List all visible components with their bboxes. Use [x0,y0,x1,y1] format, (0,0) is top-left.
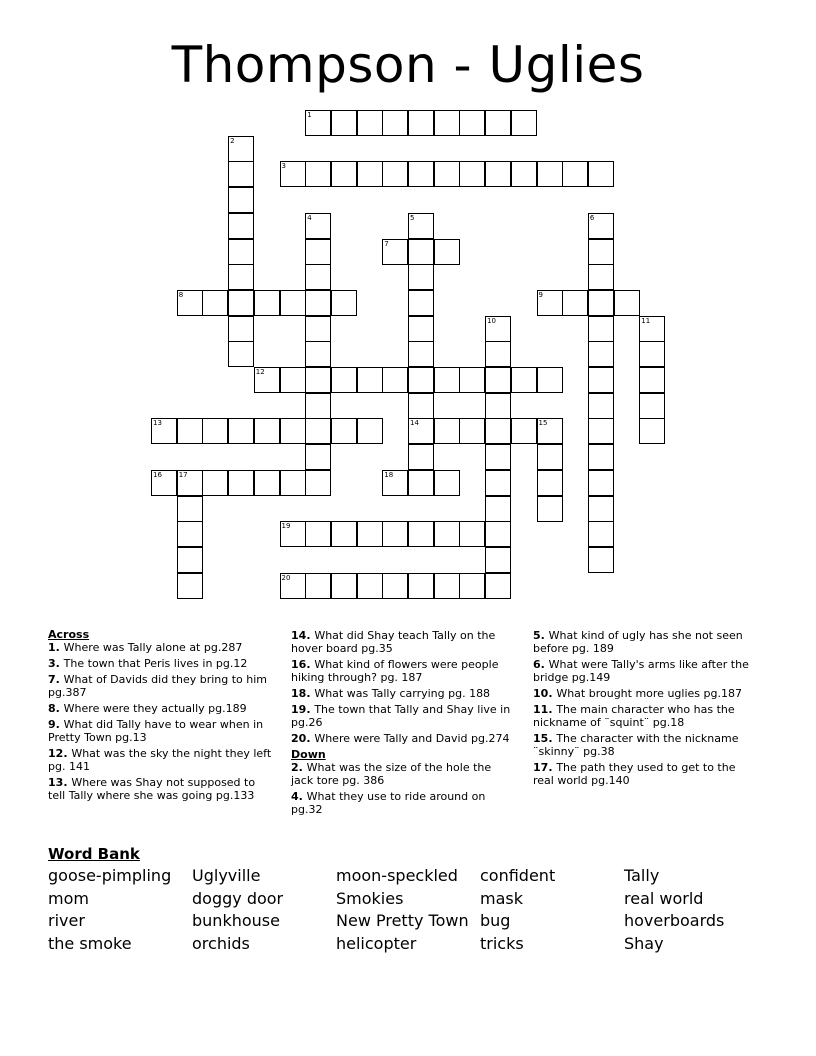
grid-cell[interactable] [588,316,614,342]
word-bank-item: tricks [480,933,524,953]
word-bank-item: hoverboards [624,911,725,930]
grid-cell[interactable] [408,573,434,599]
clue-number: 17 [178,470,188,479]
clue-number: 1 [307,111,312,119]
word-bank [48,866,778,956]
grid-cell[interactable] [357,367,383,393]
grid-cell[interactable] [305,161,331,187]
grid-cell[interactable] [588,239,614,265]
grid-cell[interactable] [485,547,511,573]
grid-cell[interactable] [537,496,563,522]
grid-cell[interactable] [459,418,485,444]
word-bank-item: bunkhouse [192,911,280,930]
grid-cell[interactable] [280,470,306,496]
grid-cell[interactable] [228,316,254,342]
grid-cell[interactable] [485,161,511,187]
grid-cell[interactable] [331,367,357,393]
grid-cell[interactable] [408,418,434,444]
word-bank-item: mask [480,888,523,908]
word-bank-item: bug [480,911,511,930]
grid-cell[interactable] [408,110,434,136]
down-heading: Down [291,748,326,761]
grid-cell[interactable] [382,367,408,393]
grid-cell[interactable] [151,418,177,444]
word-bank-title: Word Bank [48,845,140,863]
word-bank-item: Smokies [336,888,404,908]
across-clues-col1 [48,628,273,805]
grid-cell[interactable] [305,393,331,419]
grid-cell[interactable] [382,161,408,187]
grid-cell[interactable] [280,290,306,316]
word-bank-item: orchids [192,933,250,953]
grid-cell[interactable] [588,547,614,573]
grid-cell[interactable] [305,470,331,496]
grid-cell[interactable] [408,316,434,342]
word-bank-item: New Pretty Town [336,911,469,930]
grid-cell[interactable] [331,521,357,547]
grid-cell[interactable] [382,110,408,136]
clue-number: 6 [589,213,595,222]
grid-cell[interactable] [228,187,254,213]
clue-number: 14 [410,419,419,428]
clue-across-8: 8. Where were they actually pg.189 [48,702,247,715]
grid-cell[interactable] [639,341,665,367]
word-bank-item: helicopter [336,933,417,953]
grid-cell[interactable] [408,161,434,187]
grid-cell[interactable] [408,290,434,316]
grid-cell[interactable] [228,290,254,316]
grid-cell[interactable] [537,290,563,316]
word-bank-item: the smoke [48,933,132,953]
grid-cell[interactable] [485,316,511,342]
grid-cell[interactable] [177,547,203,573]
clue-across-14: 14. What did Shay teach Tally on the hover board pg.35 [291,629,496,655]
grid-cell[interactable] [408,521,434,547]
clue-across-1: 1. Where was Tally alone at pg.287 [48,641,243,654]
grid-cell[interactable] [382,239,408,265]
grid-cell[interactable] [331,418,357,444]
clue-down-17: 17. The path they used to get to the real world pg.140 [533,761,736,787]
grid-cell[interactable] [228,264,254,290]
grid-cell[interactable] [434,418,460,444]
grid-cell[interactable] [588,213,614,239]
grid-cell[interactable] [485,418,511,444]
grid-cell[interactable] [588,367,614,393]
grid-cell[interactable] [459,521,485,547]
grid-cell[interactable] [485,341,511,367]
grid-cell[interactable] [485,573,511,599]
word-bank-item: Tally [624,866,660,885]
grid-cell[interactable] [639,418,665,444]
clue-number: 5 [410,213,415,222]
grid-cell[interactable] [202,470,228,496]
clue-down-2: 2. What was the size of the hole the jack tore pg. 386 [291,761,492,787]
across-clues-col2 [291,629,516,819]
grid-cell[interactable] [305,264,331,290]
clue-number: 8 [178,290,184,299]
grid-cell[interactable] [254,290,280,316]
grid-cell[interactable] [511,418,537,444]
clue-across-18: 18. What was Tally carrying pg. 188 [291,687,491,700]
grid-cell[interactable] [357,161,383,187]
grid-cell[interactable] [280,521,306,547]
clue-across-20: 20. Where were Tally and David pg.274 [291,732,510,745]
clue-number: 12 [255,368,265,376]
clue-across-7: 7. What of Davids did they bring to him pg.387 [48,673,268,699]
grid-cell[interactable] [177,290,203,316]
grid-cell[interactable] [588,470,614,496]
grid-cell[interactable] [357,110,383,136]
grid-cell[interactable] [537,444,563,470]
grid-cell[interactable] [408,264,434,290]
grid-cell[interactable] [434,239,460,265]
grid-cell[interactable] [228,161,254,187]
clue-number: 9 [538,290,543,299]
clue-across-16: 16. What kind of flowers were people hiking through? pg. 187 [291,658,499,684]
word-bank-item: goose-pimpling [48,866,172,885]
grid-cell[interactable] [305,239,331,265]
grid-cell[interactable] [537,418,563,444]
grid-cell[interactable] [434,161,460,187]
clue-down-10: 10. What brought more uglies pg.187 [533,687,742,700]
grid-cell[interactable] [459,161,485,187]
clue-down-15: 15. The character with the nickname ¨skinny¨ pg.38 [533,732,739,758]
word-bank-item: river [48,911,85,930]
clue-number: 4 [307,213,312,222]
grid-cell[interactable] [588,496,614,522]
grid-cell[interactable] [588,290,614,316]
grid-cell[interactable] [639,393,665,419]
grid-cell[interactable] [511,161,537,187]
clue-across-13: 13. Where was Shay not supposed to tell Tally where she was going pg.133 [48,776,256,802]
down-clues-col3 [533,629,758,790]
grid-cell[interactable] [331,290,357,316]
grid-cell[interactable] [588,444,614,470]
puzzle-title: Thompson - Uglies [171,36,645,94]
grid-cell[interactable] [357,521,383,547]
clue-number: 13 [153,419,162,428]
grid-cell[interactable] [639,316,665,342]
clue-across-9: 9. What did Tally have to wear when in Pretty Town pg.13 [48,718,264,744]
clue-number: 3 [281,162,286,171]
grid-cell[interactable] [485,367,511,393]
grid-cell[interactable] [511,110,537,136]
grid-cell[interactable] [485,470,511,496]
grid-cell[interactable] [228,239,254,265]
grid-cell[interactable] [588,161,614,187]
grid-cell[interactable] [408,470,434,496]
grid-cell[interactable] [639,367,665,393]
clue-number: 20 [281,573,291,582]
grid-cell[interactable] [177,573,203,599]
grid-cell[interactable] [151,470,177,496]
grid-cell[interactable] [254,418,280,444]
grid-cell[interactable] [331,110,357,136]
grid-cell[interactable] [202,418,228,444]
grid-cell[interactable] [305,341,331,367]
grid-cell[interactable] [614,290,640,316]
clue-number: 15 [538,419,548,428]
grid-cell[interactable] [305,367,331,393]
across-heading: Across [48,628,90,641]
clue-across-3: 3. The town that Peris lives in pg.12 [48,657,248,670]
word-bank-item: confident [480,866,556,885]
grid-cell[interactable] [177,521,203,547]
grid-cell[interactable] [331,573,357,599]
clue-across-12: 12. What was the sky the night they left pg. 141 [48,747,272,773]
grid-cell[interactable] [305,213,331,239]
grid-cell[interactable] [408,367,434,393]
grid-cell[interactable] [408,444,434,470]
grid-cell[interactable] [459,367,485,393]
clue-number: 7 [384,239,389,248]
grid-cell[interactable] [459,573,485,599]
grid-cell[interactable] [562,161,588,187]
grid-cell[interactable] [280,161,306,187]
grid-cell[interactable] [485,444,511,470]
clue-number: 10 [487,316,497,325]
grid-cell[interactable] [305,110,331,136]
grid-cell[interactable] [588,393,614,419]
grid-cell[interactable] [408,213,434,239]
grid-cell[interactable] [254,367,280,393]
grid-cell[interactable] [280,367,306,393]
clue-number: 11 [641,316,651,325]
grid-cell[interactable] [408,239,434,265]
grid-cell[interactable] [305,316,331,342]
clue-number: 18 [384,470,394,479]
grid-cell[interactable] [537,470,563,496]
word-bank-item: Uglyville [192,866,261,885]
word-bank-item: doggy door [192,888,284,908]
grid-cell[interactable] [280,418,306,444]
grid-cell[interactable] [228,213,254,239]
word-bank-item: Shay [624,933,664,953]
grid-cell[interactable] [434,521,460,547]
grid-cell[interactable] [434,367,460,393]
grid-cell[interactable] [382,470,408,496]
clue-number: 16 [153,470,162,479]
grid-cell[interactable] [562,290,588,316]
grid-cell[interactable] [485,110,511,136]
grid-cell[interactable] [228,341,254,367]
grid-cell[interactable] [588,521,614,547]
grid-cell[interactable] [382,573,408,599]
clue-down-5: 5. What kind of ugly has she not seen before pg. 189 [533,629,743,655]
clue-down-11: 11. The main character who has the nickname of ¨squint¨ pg.18 [533,703,735,729]
grid-cell[interactable] [177,496,203,522]
word-bank-item: real world [624,888,704,908]
grid-cell[interactable] [588,341,614,367]
grid-cell[interactable] [254,470,280,496]
grid-cell[interactable] [382,521,408,547]
grid-cell[interactable] [537,161,563,187]
grid-cell[interactable] [228,418,254,444]
word-bank-item: moon-speckled [336,866,458,885]
clue-across-19: 19. The town that Tally and Shay live in pg.26 [291,703,511,729]
grid-cell[interactable] [177,418,203,444]
grid-cell[interactable] [228,136,254,162]
grid-cell[interactable] [305,290,331,316]
clue-number: 19 [281,522,291,531]
grid-cell[interactable] [280,573,306,599]
grid-cell[interactable] [228,470,254,496]
grid-cell[interactable] [485,496,511,522]
grid-cell[interactable] [408,341,434,367]
grid-cell[interactable] [305,573,331,599]
grid-cell[interactable] [357,573,383,599]
clue-down-4: 4. What they use to ride around on pg.32 [291,790,486,816]
grid-cell[interactable] [305,444,331,470]
grid-cell[interactable] [511,367,537,393]
grid-cell[interactable] [485,521,511,547]
grid-cell[interactable] [305,521,331,547]
grid-cell[interactable] [331,161,357,187]
grid-cell[interactable] [434,573,460,599]
grid-cell[interactable] [434,110,460,136]
grid-cell[interactable] [408,393,434,419]
word-bank-item: mom [48,888,89,908]
clue-number: 2 [230,136,235,145]
grid-cell[interactable] [537,367,563,393]
grid-cell[interactable] [459,110,485,136]
grid-cell[interactable] [588,264,614,290]
grid-cell[interactable] [357,418,383,444]
grid-cell[interactable] [434,470,460,496]
clue-down-6: 6. What were Tally's arms like after the bridge pg.149 [533,658,749,684]
grid-cell[interactable] [177,470,203,496]
grid-cell[interactable] [485,393,511,419]
grid-cell[interactable] [588,418,614,444]
grid-cell[interactable] [202,290,228,316]
grid-cell[interactable] [305,418,331,444]
